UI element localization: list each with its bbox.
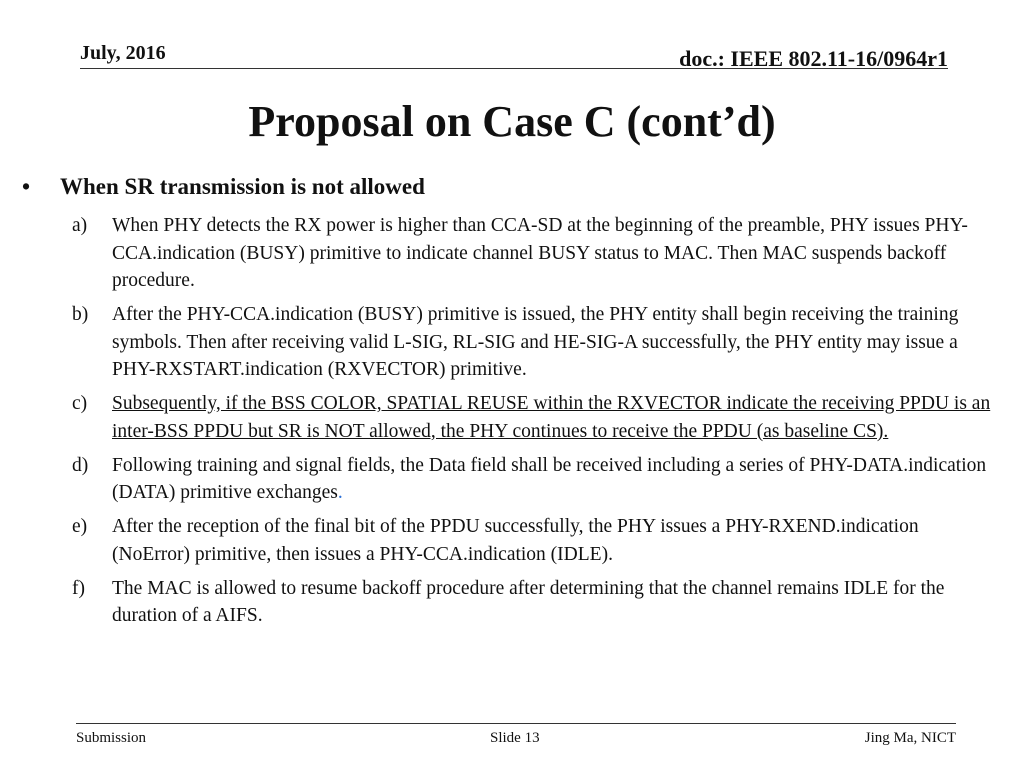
main-bullet xyxy=(22,174,425,200)
list-item-b xyxy=(72,301,1012,384)
list-item-text: The MAC is allowed to resume backoff procedure after determining that the channel remains IDLE for the duration of a AIFS. xyxy=(112,577,945,626)
header-doc-id: doc.: IEEE 802.11-16/0964r1 xyxy=(679,46,948,71)
steps-list xyxy=(72,212,1012,636)
slide-title: Proposal on Case C (cont’d) xyxy=(248,97,776,146)
list-item-trailing-period: . xyxy=(337,482,343,503)
list-item-text: After the PHY-CCA.indication (BUSY) primitive is issued, the PHY entity shall begin receiving the training symbols. Then after receiving valid L-SIG, RL-SIG and HE-SIG-A successfully, the PHY entity may issue a PHY-RXSTART.indication (RXVECTOR) primitive. xyxy=(112,304,959,380)
footer-slide-number: Slide 13 xyxy=(490,730,540,746)
list-item-f xyxy=(72,575,1012,630)
footer-submission: Submission xyxy=(76,730,147,746)
footer-divider xyxy=(76,723,956,724)
list-item-a xyxy=(72,212,1012,295)
list-item-text-underlined: Subsequently, if the BSS COLOR, SPATIAL REUSE within the RXVECTOR indicate the receiving PPDU is an inter-BSS PPDU but SR is NOT allowed, the PHY continues to receive the PPDU (as baseline CS). xyxy=(112,393,991,442)
bullet-icon: • xyxy=(22,174,31,199)
list-item-label: f) xyxy=(72,577,85,599)
list-item-text xyxy=(112,452,1000,507)
list-item-text: After the reception of the final bit of the PPDU successfully, the PHY issues a PHY-RXEND.indication (NoError) primitive, then issues a PHY-CCA.indication (IDLE). xyxy=(112,516,919,565)
list-item-label: d) xyxy=(72,454,89,476)
footer-author: Jing Ma, NICT xyxy=(864,730,956,746)
header-divider xyxy=(80,68,948,69)
list-item-label: a) xyxy=(72,215,88,236)
list-item-label: c) xyxy=(72,393,88,414)
list-item-label: b) xyxy=(72,304,89,325)
list-item-text: When PHY detects the RX power is higher than CCA-SD at the beginning of the preamble, PHY issues PHY-CCA.indication (BUSY) primitive to indicate channel BUSY status to MAC. Then MAC suspends backoff procedure. xyxy=(112,215,968,291)
main-bullet-text: When SR transmission is not allowed xyxy=(60,174,425,199)
list-item-e xyxy=(72,513,1012,568)
list-item-c xyxy=(72,390,1012,445)
list-item-text-body: Following training and signal fields, the Data field shall be received including a series of PHY-DATA.indication (DATA) primitive exchanges xyxy=(112,454,987,503)
list-item-d xyxy=(72,452,1012,507)
header-date: July, 2016 xyxy=(80,42,166,64)
list-item-label: e) xyxy=(72,516,88,537)
